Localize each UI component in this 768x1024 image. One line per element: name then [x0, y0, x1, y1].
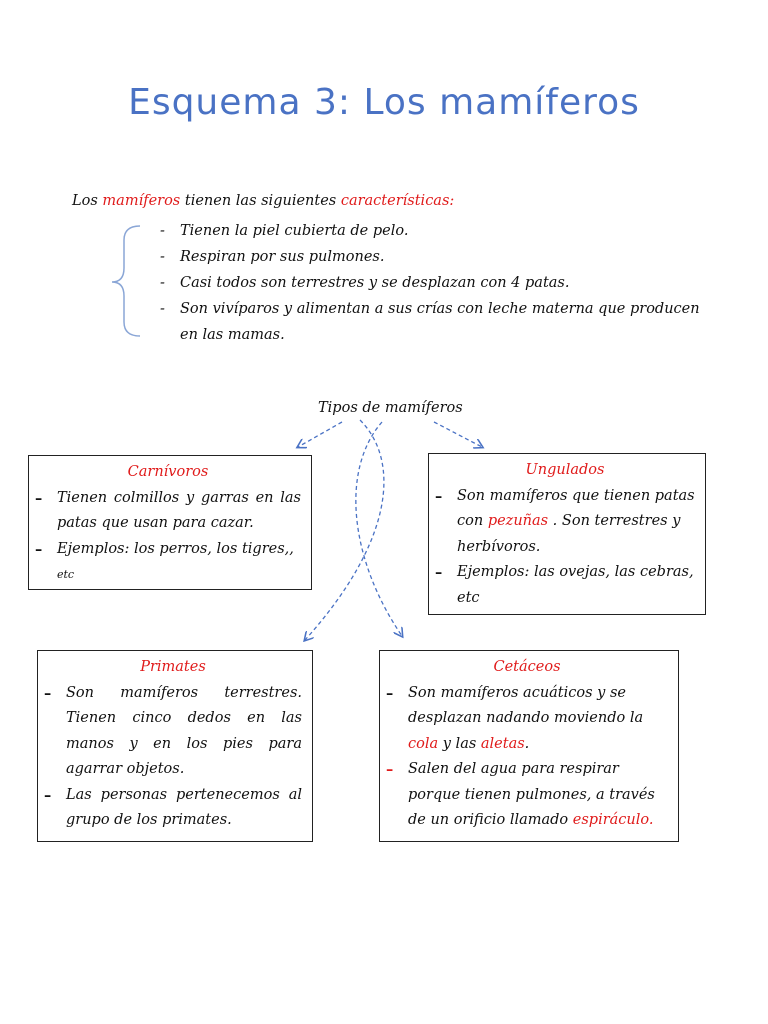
list-item: – Son mamíferos terrestres. Tienen cinco dedos en las manos y en los pies para agarrar objetos.	[44, 684, 302, 777]
list-item: – Tienen colmillos y garras en las patas que usan para cazar.	[35, 489, 301, 531]
intro-mamiferos: mamíferos	[102, 193, 181, 209]
carnivoros-box	[28, 455, 312, 590]
list-item: - Respiran por sus pulmones.	[160, 244, 700, 270]
intro-caracteristicas: características:	[340, 193, 455, 209]
carnivoros-title: Carnívoros	[127, 464, 209, 480]
arrow-ungulados	[434, 422, 482, 447]
list-item: – Salen del agua para respirar porque tienen pulmones, a través de un orificio llamado espiráculo.	[386, 761, 655, 828]
list-dash: -	[160, 249, 165, 265]
cetaceos-title: Cetáceos	[493, 659, 561, 675]
ungulados-box	[428, 453, 706, 615]
list-item: - Casi todos son terrestres y se desplazan con 4 patas.	[160, 270, 700, 296]
list-item: - Son vivíparos y alimentan a sus crías con leche materna que producen en las mamas.	[160, 296, 700, 348]
tipos-label: Tipos de mamíferos	[318, 400, 463, 416]
list-item: – Ejemplos: las ovejas, las cebras, etc	[435, 564, 694, 606]
intro-mid: tienen las siguientes	[180, 193, 341, 209]
ungulados-title: Ungulados	[525, 462, 605, 478]
characteristics-list	[160, 218, 700, 348]
list-dash: -	[160, 223, 165, 239]
arrow-carnivoros	[298, 422, 342, 447]
intro-sentence	[72, 193, 454, 209]
list-item: – Son mamíferos acuáticos y se desplazan nadando moviendo la cola y las aletas.	[386, 684, 644, 752]
list-item: – Son mamíferos que tienen patas con pezuñas . Son terrestres y herbívoros.	[435, 487, 695, 555]
primates-title: Primates	[140, 659, 206, 675]
list-dash: -	[160, 301, 165, 317]
cetaceos-box	[379, 650, 679, 842]
page-title: Esquema 3: Los mamíferos	[128, 82, 640, 123]
list-dash: -	[160, 275, 165, 291]
list-item: – Ejemplos: los perros, los tigres,, etc	[35, 540, 294, 581]
arrow-cetaceos	[356, 422, 402, 636]
intro-pre: Los	[72, 193, 103, 209]
primates-box	[37, 650, 313, 842]
arrow-primates	[305, 420, 384, 640]
brace-icon	[112, 226, 140, 336]
list-item: - Tienen la piel cubierta de pelo.	[160, 218, 700, 244]
list-item: – Las personas pertenecemos al grupo de los primates.	[44, 786, 302, 828]
